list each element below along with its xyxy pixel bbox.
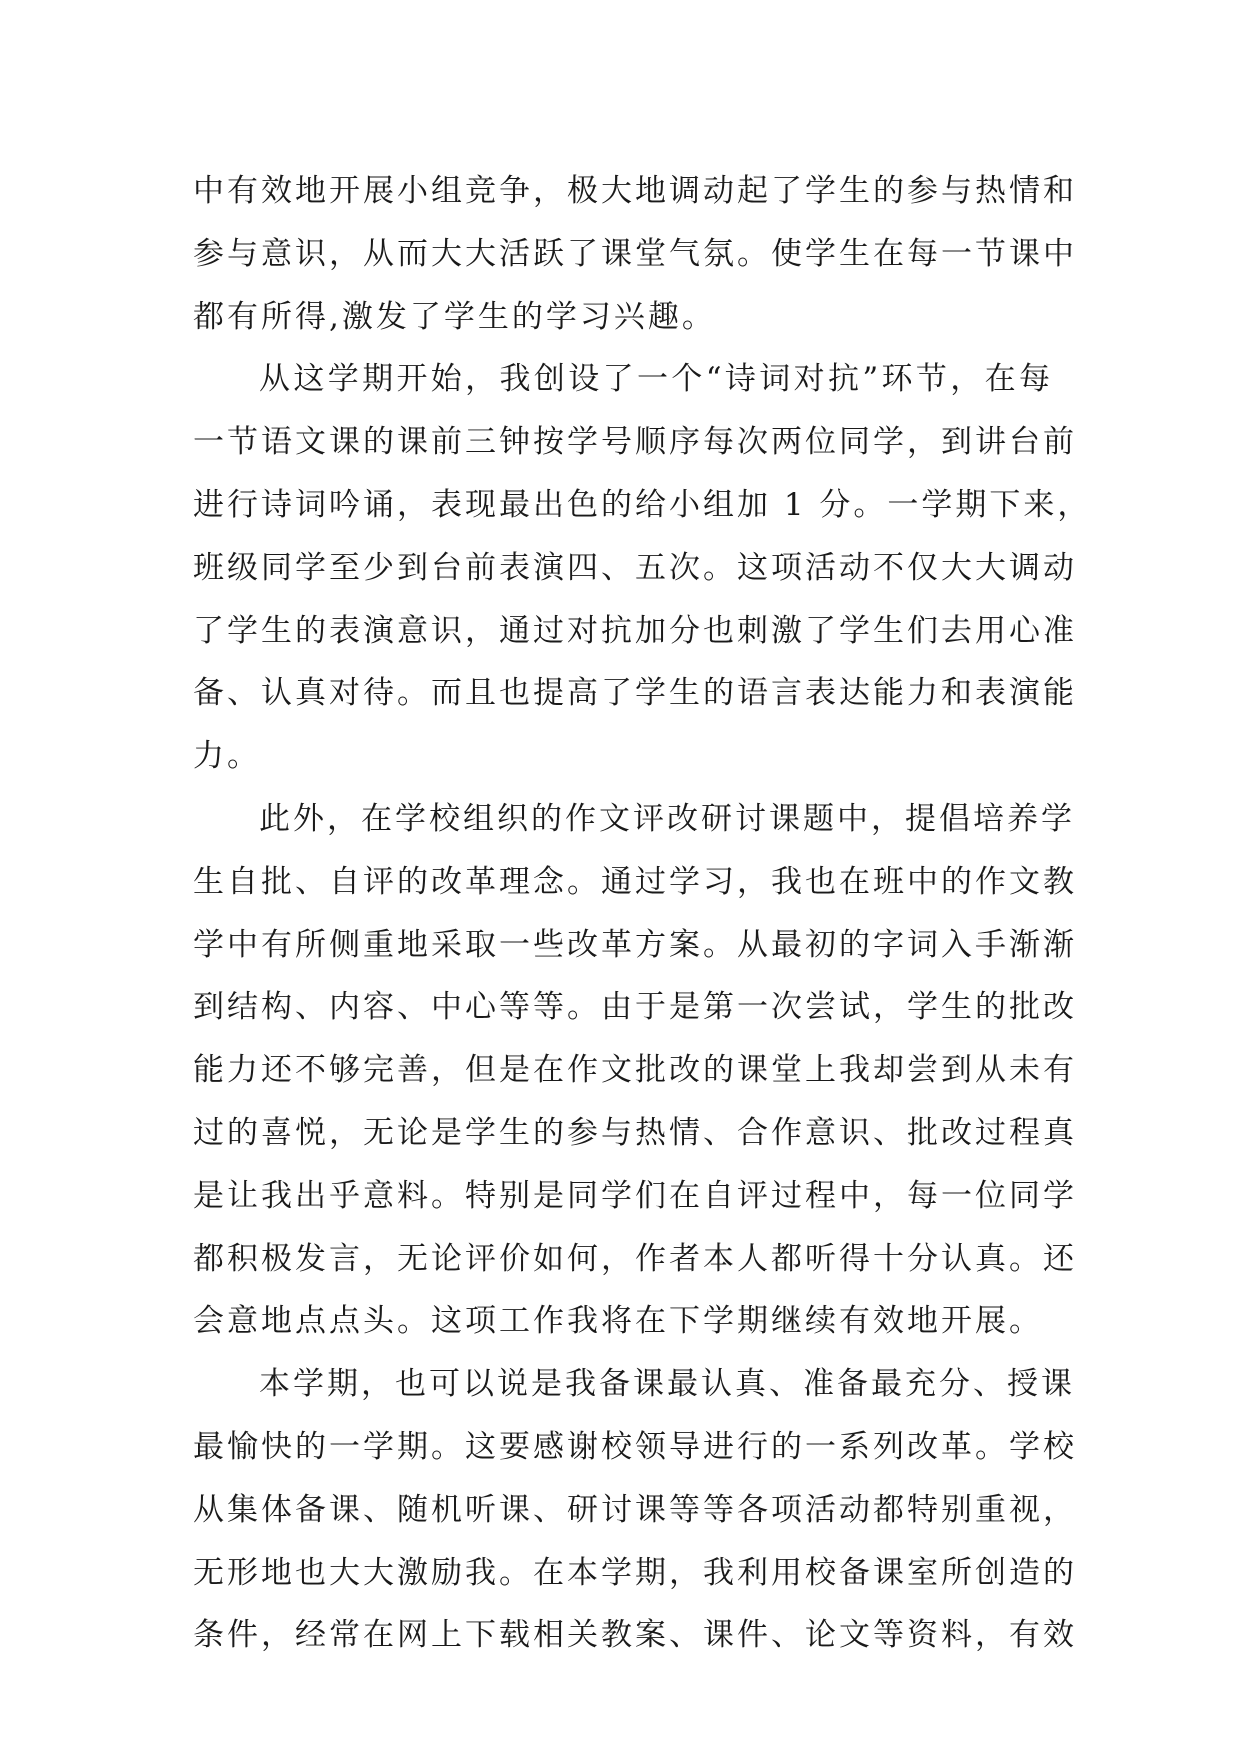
paragraph-first-line: 从这学期开始，我创设了一个“诗词对抗”环节，在每	[259, 361, 1053, 398]
text-line: 生自批、自评的改革理念。通过学习，我也在班中的作文教	[193, 863, 1077, 900]
body-text	[193, 160, 1092, 1667]
text-line: 最愉快的一学期。这要感谢校领导进行的一系列改革。学校	[193, 1428, 1077, 1465]
text-line: 能力还不够完善，但是在作文批改的课堂上我却尝到从未有	[193, 1052, 1077, 1089]
paragraph-first-line: 此外，在学校组织的作文评改研讨课题中，提倡培养学	[259, 800, 1075, 837]
text-line: 都有所得,激发了学生的学习兴趣。	[193, 298, 716, 335]
text-line: 条件，经常在网上下载相关教案、课件、论文等资料，有效	[193, 1617, 1077, 1654]
text-line: 中有效地开展小组竞争，极大地调动起了学生的参与热情和	[193, 173, 1077, 209]
text-line: 进行诗词吟诵，表现最出色的给小组加 1 分。一学期下来，	[193, 486, 1092, 523]
text-line: 过的喜悦，无论是学生的参与热情、合作意识、批改过程真	[193, 1114, 1077, 1151]
text-line: 学中有所侧重地采取一些改革方案。从最初的字词入手渐渐	[193, 926, 1077, 963]
text-line: 是让我出乎意料。特别是同学们在自评过程中，每一位同学	[193, 1177, 1077, 1214]
text-line: 班级同学至少到台前表演四、五次。这项活动不仅大大调动	[193, 549, 1077, 586]
text-line: 了学生的表演意识，通过对抗加分也刺激了学生们去用心准	[193, 612, 1077, 649]
text-line: 参与意识，从而大大活跃了课堂气氛。使学生在每一节课中	[193, 235, 1077, 272]
text-line: 一节语文课的课前三钟按学号顺序每次两位同学，到讲台前	[193, 424, 1077, 461]
text-line: 力。	[193, 738, 261, 775]
text-line: 无形地也大大激励我。在本学期，我利用校备课室所创造的	[193, 1554, 1077, 1591]
text-line: 从集体备课、随机听课、研讨课等等各项活动都特别重视，	[193, 1491, 1077, 1528]
text-line: 都积极发言，无论评价如何，作者本人都听得十分认真。还	[193, 1240, 1077, 1277]
text-line: 备、认真对待。而且也提高了学生的语言表达能力和表演能	[193, 675, 1077, 712]
paragraph-first-line: 本学期，也可以说是我备课最认真、准备最充分、授课	[259, 1366, 1075, 1403]
text-line: 会意地点点头。这项工作我将在下学期继续有效地开展。	[193, 1303, 1043, 1340]
text-line: 到结构、内容、中心等等。由于是第一次尝试，学生的批改	[193, 989, 1077, 1026]
